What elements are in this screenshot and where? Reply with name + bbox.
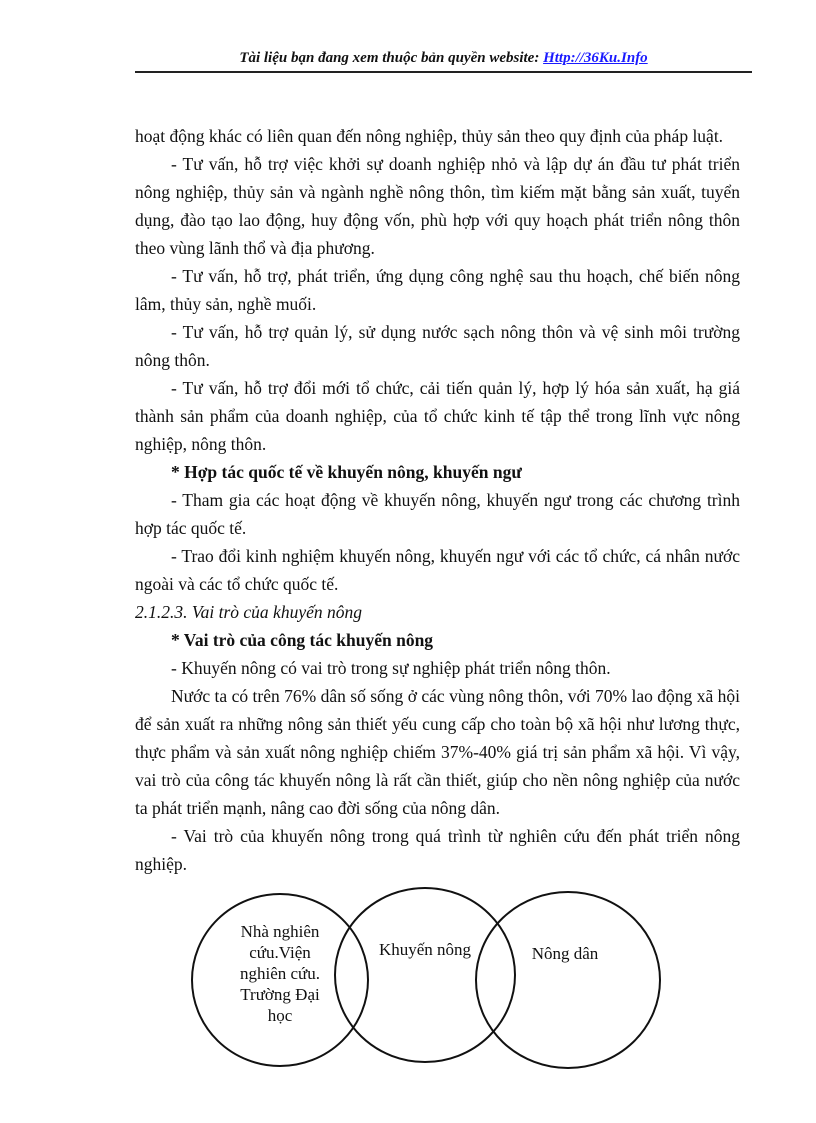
page-header [135, 45, 752, 73]
paragraph: - Khuyến nông có vai trò trong sự nghiệp phát triển nông thôn. [171, 658, 611, 678]
diagram-label-extension: Khuyến nông [378, 940, 472, 959]
document-body [135, 122, 740, 878]
paragraph: - Tham gia các hoạt động về khuyến nông, khuyến ngư trong các chương trình hợp tác quốc tế. [135, 490, 740, 538]
section-number-title: 2.1.2.3. Vai trò của khuyến nông [135, 602, 362, 622]
paragraph: - Trao đổi kinh nghiệm khuyến nông, khuyến ngư với các tổ chức, cá nhân nước ngoài và các tổ chức quốc tế. [135, 546, 740, 594]
header-text: Tài liệu bạn đang xem thuộc bản quyền website: [239, 50, 540, 66]
section-heading: * Hợp tác quốc tế về khuyến nông, khuyến ngư [171, 462, 522, 482]
paragraph: - Tư vấn, hỗ trợ, phát triển, ứng dụng công nghệ sau thu hoạch, chế biến nông lâm, thủy sản, nghề muối. [135, 266, 740, 314]
paragraph: - Tư vấn, hỗ trợ quản lý, sử dụng nước sạch nông thôn và vệ sinh môi trường nông thôn. [135, 322, 740, 370]
paragraph: Nước ta có trên 76% dân số sống ở các vùng nông thôn, với 70% lao động xã hội để sản xuất ra những nông sản thiết yếu cung cấp cho toàn bộ xã hội như lương thực, thực phẩm và sản xuất nông nghiệp chiếm 37%-40% giá trị sản phẩm xã hội. Vì vậy, vai trò của công tác khuyến nông là rất cần thiết, giúp cho nền nông nghiệp của nước ta phát triển mạnh, nâng cao đời sống của nông dân. [135, 686, 740, 818]
paragraph: - Vai trò của khuyến nông trong quá trình từ nghiên cứu đến phát triển nông nghiệp. [135, 826, 740, 874]
diagram-label-researchers: Nhà nghiên cứu.Viện nghiên cứu. Trường Đại học [239, 922, 321, 1025]
paragraph: hoạt động khác có liên quan đến nông nghiệp, thủy sản theo quy định của pháp luật. [135, 126, 724, 146]
paragraph: - Tư vấn, hỗ trợ đổi mới tổ chức, cải tiến quản lý, hợp lý hóa sản xuất, hạ giá thành sản phẩm của doanh nghiệp, của tổ chức kinh tế tập thể trong lĩnh vực nông nghiệp, nông thôn. [135, 378, 740, 454]
diagram-label-farmers: Nông dân [531, 944, 599, 963]
circle-farmers [476, 892, 660, 1068]
paragraph: - Tư vấn, hỗ trợ việc khởi sự doanh nghiệp nhỏ và lập dự án đầu tư phát triển nông nghiệp, thủy sản và ngành nghề nông thôn, tìm kiếm mặt bằng sản xuất, tuyển dụng, đào tạo lao động, huy động vốn, phù hợp với quy hoạch phát triển nông thôn theo vùng lãnh thổ và địa phương. [135, 154, 740, 258]
role-diagram [190, 885, 750, 1075]
header-link[interactable]: Http://36Ku.Info [543, 50, 648, 66]
section-heading: * Vai trò của công tác khuyến nông [171, 630, 434, 650]
circle-extension [335, 888, 515, 1062]
